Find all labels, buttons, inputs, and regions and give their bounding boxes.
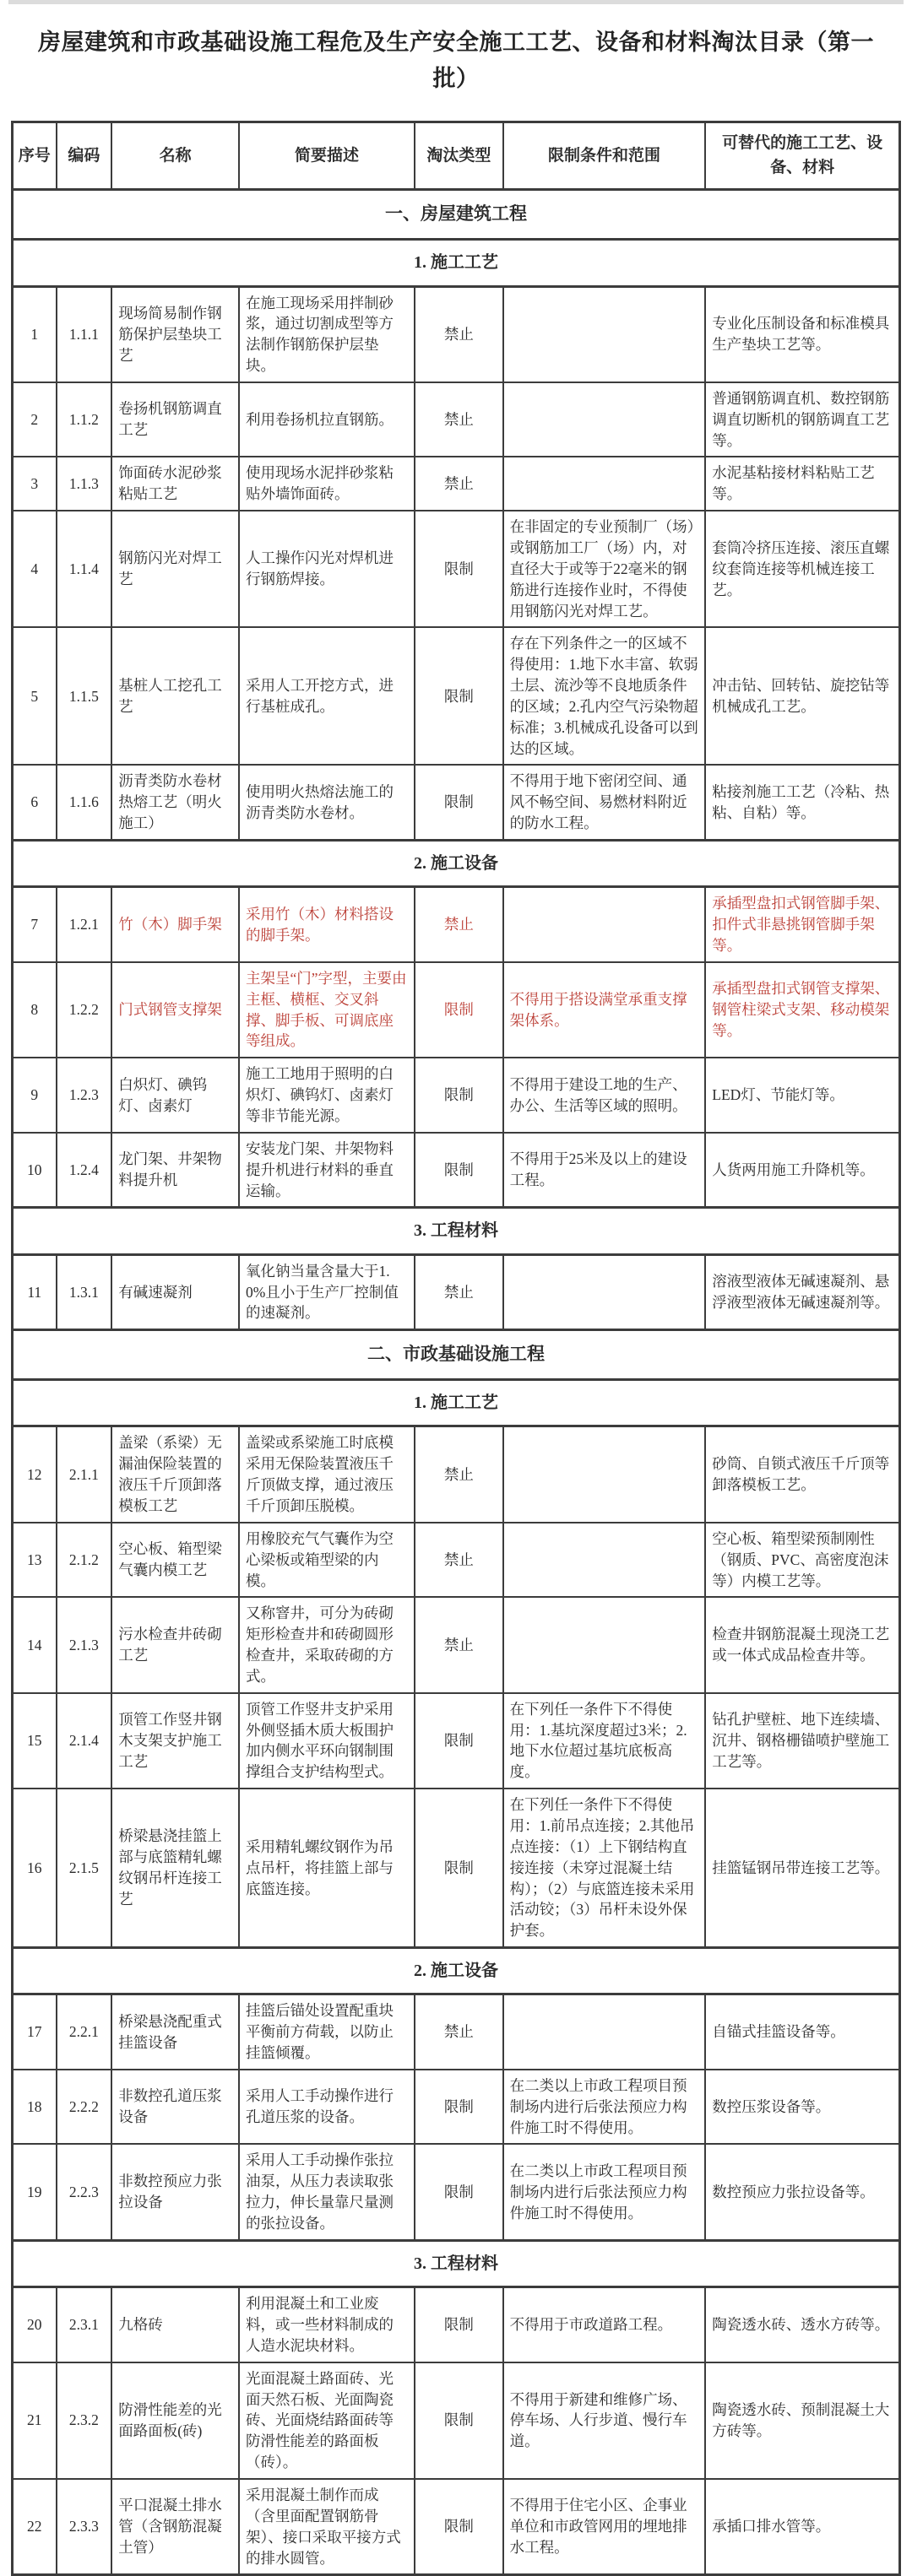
cell-code: 1.1.4 xyxy=(57,511,112,627)
cell-elim-type: 禁止 xyxy=(415,286,503,382)
table-row xyxy=(13,627,900,765)
cell-code: 2.1.1 xyxy=(57,1426,112,1523)
header-cell-alternative: 可替代的施工工艺、设备、材料 xyxy=(705,122,899,190)
subsection-row xyxy=(13,240,900,286)
cell-no: 2 xyxy=(13,382,57,457)
cell-desc: 安装龙门架、井架物料提升机进行材料的垂直运输。 xyxy=(239,1133,415,1208)
cell-alternative: 数控压浆设备等。 xyxy=(705,2070,899,2145)
cell-name: 沥青类防水卷材热熔工艺（明火施工） xyxy=(111,765,239,840)
cell-no: 13 xyxy=(13,1523,57,1598)
cell-elim-type: 禁止 xyxy=(415,1597,503,1692)
cell-elim-type: 禁止 xyxy=(415,1254,503,1330)
cell-code: 1.1.6 xyxy=(57,765,112,840)
cell-desc: 采用人工手动操作进行孔道压浆的设备。 xyxy=(239,2070,415,2145)
cell-name: 桥梁悬浇挂篮上部与底篮精轧螺纹钢吊杆连接工艺 xyxy=(111,1789,239,1947)
cell-code: 1.3.1 xyxy=(57,1254,112,1330)
cell-elim-type: 禁止 xyxy=(415,887,503,962)
cell-alternative: 挂篮锰钢吊带连接工艺等。 xyxy=(705,1789,899,1947)
cell-name: 饰面砖水泥砂浆粘贴工艺 xyxy=(111,457,239,511)
cell-alternative: LED灯、节能灯等。 xyxy=(705,1058,899,1133)
cell-restriction xyxy=(503,286,706,382)
cell-desc: 顶管工作竖井支护采用外侧竖插木质大板围护加内侧水平环向钢制围撑组合支护结构型式。 xyxy=(239,1693,415,1789)
cell-no: 12 xyxy=(13,1426,57,1523)
cell-name: 九格砖 xyxy=(111,2287,239,2362)
section-row xyxy=(13,1330,900,1380)
header-cell-desc: 简要描述 xyxy=(239,122,415,190)
cell-restriction: 在下列任一条件下不得使用：1.前吊点连接；2.其他吊点连接：（1）上下钢结构直接连接（未穿过混凝土结构）；（2）与底篮连接未采用活动铰；（3）吊杆未设外保护套。 xyxy=(503,1789,706,1947)
header-row xyxy=(13,122,900,190)
cell-name: 平口混凝土排水管（含钢筋混凝土管） xyxy=(111,2479,239,2575)
cell-name: 白炽灯、碘钨灯、卤素灯 xyxy=(111,1058,239,1133)
cell-code: 1.1.5 xyxy=(57,627,112,765)
cell-restriction: 不得用于建设工地的生产、办公、生活等区域的照明。 xyxy=(503,1058,706,1133)
cell-name: 非数控孔道压浆设备 xyxy=(111,2070,239,2145)
cell-no: 3 xyxy=(13,457,57,511)
cell-name: 竹（木）脚手架 xyxy=(111,887,239,962)
cell-code: 1.2.1 xyxy=(57,887,112,962)
cell-desc: 使用现场水泥拌砂浆粘贴外墙饰面砖。 xyxy=(239,457,415,511)
cell-restriction xyxy=(503,382,706,457)
table-row xyxy=(13,1058,900,1133)
cell-code: 2.2.1 xyxy=(57,1994,112,2070)
subsection-row xyxy=(13,1948,900,1994)
cell-alternative: 普通钢筋调直机、数控钢筋调直切断机的钢筋调直工艺等。 xyxy=(705,382,899,457)
header-cell-code: 编码 xyxy=(57,122,112,190)
table-row xyxy=(13,2144,900,2240)
cell-desc: 又称窨井，可分为砖砌矩形检查井和砖砌圆形检查井，采取砖砌的方式。 xyxy=(239,1597,415,1692)
table-row xyxy=(13,1693,900,1789)
cell-desc: 使用明火热熔法施工的沥青类防水卷材。 xyxy=(239,765,415,840)
cell-alternative: 砂筒、自锁式液压千斤顶等卸落模板工艺。 xyxy=(705,1426,899,1523)
table-body xyxy=(13,190,900,2575)
cell-alternative: 承插口排水管等。 xyxy=(705,2479,899,2575)
subsection-row xyxy=(13,1208,900,1254)
cell-elim-type: 禁止 xyxy=(415,1426,503,1523)
cell-alternative: 承插型盘扣式钢管支撑架、钢管柱梁式支架、移动模架等。 xyxy=(705,962,899,1058)
cell-code: 1.1.2 xyxy=(57,382,112,457)
cell-restriction: 在非固定的专业预制厂（场）或钢筋加工厂（场）内，对直径大于或等于22毫米的钢筋进行连接作业时，不得使用钢筋闪光对焊工艺。 xyxy=(503,511,706,627)
cell-name: 防滑性能差的光面路面板(砖) xyxy=(111,2362,239,2479)
cell-elim-type: 限制 xyxy=(415,2070,503,2145)
table-row xyxy=(13,2479,900,2575)
cell-desc: 采用混凝土制作而成（含里面配置钢筋骨架）、接口采取平接方式的排水圆管。 xyxy=(239,2479,415,2575)
table-row xyxy=(13,962,900,1058)
cell-restriction: 在下列任一条件下不得使用：1.基坑深度超过3米；2.地下水位超过基坑底板高度。 xyxy=(503,1693,706,1789)
cell-code: 2.1.3 xyxy=(57,1597,112,1692)
cell-no: 1 xyxy=(13,286,57,382)
cell-no: 11 xyxy=(13,1254,57,1330)
cell-alternative: 溶液型液体无碱速凝剂、悬浮液型液体无碱速凝剂等。 xyxy=(705,1254,899,1330)
cell-name: 盖梁（系梁）无漏油保险装置的液压千斤顶卸落模板工艺 xyxy=(111,1426,239,1523)
table-row xyxy=(13,2070,900,2145)
cell-alternative: 陶瓷透水砖、透水方砖等。 xyxy=(705,2287,899,2362)
cell-desc: 采用精轧螺纹钢作为吊点吊杆，将挂篮上部与底篮连接。 xyxy=(239,1789,415,1947)
cell-name: 现场简易制作钢筋保护层垫块工艺 xyxy=(111,286,239,382)
cell-restriction: 不得用于地下密闭空间、通风不畅空间、易燃材料附近的防水工程。 xyxy=(503,765,706,840)
cell-name: 门式钢管支撑架 xyxy=(111,962,239,1058)
section-row xyxy=(13,190,900,240)
cell-restriction xyxy=(503,1597,706,1692)
table-row xyxy=(13,1523,900,1598)
cell-restriction: 不得用于市政道路工程。 xyxy=(503,2287,706,2362)
cell-code: 2.2.3 xyxy=(57,2144,112,2240)
header-cell-no: 序号 xyxy=(13,122,57,190)
cell-no: 21 xyxy=(13,2362,57,2479)
cell-restriction xyxy=(503,1254,706,1330)
cell-name: 桥梁悬浇配重式挂篮设备 xyxy=(111,1994,239,2070)
table-row xyxy=(13,511,900,627)
cell-no: 19 xyxy=(13,2144,57,2240)
cell-restriction: 不得用于新建和维修广场、停车场、人行步道、慢行车道。 xyxy=(503,2362,706,2479)
cell-desc: 在施工现场采用拌制砂浆，通过切割成型等方法制作钢筋保护层垫块。 xyxy=(239,286,415,382)
subsection-label: 3. 工程材料 xyxy=(13,1208,900,1254)
cell-name: 钢筋闪光对焊工艺 xyxy=(111,511,239,627)
cell-name: 非数控预应力张拉设备 xyxy=(111,2144,239,2240)
cell-desc: 采用人工开挖方式，进行基桩成孔。 xyxy=(239,627,415,765)
table-row xyxy=(13,1426,900,1523)
cell-restriction xyxy=(503,1994,706,2070)
cell-alternative: 自锚式挂篮设备等。 xyxy=(705,1994,899,2070)
cell-code: 1.2.3 xyxy=(57,1058,112,1133)
cell-elim-type: 限制 xyxy=(415,2362,503,2479)
cell-alternative: 陶瓷透水砖、预制混凝土大方砖等。 xyxy=(705,2362,899,2479)
cell-desc: 盖梁或系梁施工时底模采用无保险装置液压千斤顶做支撑，通过液压千斤顶卸压脱模。 xyxy=(239,1426,415,1523)
cell-elim-type: 限制 xyxy=(415,2144,503,2240)
table-row xyxy=(13,457,900,511)
cell-no: 10 xyxy=(13,1133,57,1208)
table-header xyxy=(13,122,900,190)
cell-name: 龙门架、井架物料提升机 xyxy=(111,1133,239,1208)
table-row xyxy=(13,1789,900,1947)
subsection-label: 1. 施工工艺 xyxy=(13,240,900,286)
table-row xyxy=(13,1133,900,1208)
cell-no: 17 xyxy=(13,1994,57,2070)
cell-name: 基桩人工挖孔工艺 xyxy=(111,627,239,765)
cell-elim-type: 限制 xyxy=(415,962,503,1058)
cell-alternative: 专业化压制设备和标准模具生产垫块工艺等。 xyxy=(705,286,899,382)
cell-alternative: 冲击钻、回转钻、旋挖钻等机械成孔工艺。 xyxy=(705,627,899,765)
cell-alternative: 水泥基粘接材料粘贴工艺等。 xyxy=(705,457,899,511)
cell-name: 空心板、箱型梁气囊内模工艺 xyxy=(111,1523,239,1598)
cell-restriction: 不得用于住宅小区、企事业单位和市政管网用的埋地排水工程。 xyxy=(503,2479,706,2575)
cell-desc: 采用人工手动操作张拉油泵，从压力表读取张拉力，伸长量靠尺量测的张拉设备。 xyxy=(239,2144,415,2240)
cell-no: 9 xyxy=(13,1058,57,1133)
cell-name: 卷扬机钢筋调直工艺 xyxy=(111,382,239,457)
cell-no: 20 xyxy=(13,2287,57,2362)
subsection-row xyxy=(13,1380,900,1426)
cell-no: 22 xyxy=(13,2479,57,2575)
cell-elim-type: 限制 xyxy=(415,1693,503,1789)
table-row xyxy=(13,286,900,382)
cell-no: 7 xyxy=(13,887,57,962)
table-row xyxy=(13,1597,900,1692)
cell-no: 5 xyxy=(13,627,57,765)
cell-code: 2.1.4 xyxy=(57,1693,112,1789)
cell-no: 14 xyxy=(13,1597,57,1692)
cell-restriction: 存在下列条件之一的区域不得使用：1.地下水丰富、软弱土层、流沙等不良地质条件的区域；2.孔内空气污染物超标准；3.机械成孔设备可以到达的区域。 xyxy=(503,627,706,765)
table-row xyxy=(13,2362,900,2479)
section-label: 二、市政基础设施工程 xyxy=(13,1330,900,1380)
cell-elim-type: 限制 xyxy=(415,1789,503,1947)
table-row xyxy=(13,765,900,840)
subsection-label: 2. 施工设备 xyxy=(13,840,900,886)
cell-desc: 氧化钠当量含量大于1.0%且小于生产厂控制值的速凝剂。 xyxy=(239,1254,415,1330)
cell-alternative: 数控预应力张拉设备等。 xyxy=(705,2144,899,2240)
cell-code: 2.1.5 xyxy=(57,1789,112,1947)
cell-restriction: 不得用于搭设满堂承重支撑架体系。 xyxy=(503,962,706,1058)
cell-desc: 人工操作闪光对焊机进行钢筋焊接。 xyxy=(239,511,415,627)
cell-name: 有碱速凝剂 xyxy=(111,1254,239,1330)
cell-restriction: 在二类以上市政工程项目预制场内进行后张法预应力构件施工时不得使用。 xyxy=(503,2070,706,2145)
cell-desc: 光面混凝土路面砖、光面天然石板、光面陶瓷砖、光面烧结路面砖等防滑性能差的路面板（砖）。 xyxy=(239,2362,415,2479)
cell-no: 4 xyxy=(13,511,57,627)
cell-elim-type: 限制 xyxy=(415,1058,503,1133)
cell-elim-type: 限制 xyxy=(415,765,503,840)
cell-elim-type: 禁止 xyxy=(415,1523,503,1598)
cell-code: 1.1.3 xyxy=(57,457,112,511)
cell-desc: 利用混凝土和工业废料，或一些材料制成的人造水泥块材料。 xyxy=(239,2287,415,2362)
cell-desc: 采用竹（木）材料搭设的脚手架。 xyxy=(239,887,415,962)
subsection-label: 2. 施工设备 xyxy=(13,1948,900,1994)
section-label: 一、房屋建筑工程 xyxy=(13,190,900,240)
cell-elim-type: 禁止 xyxy=(415,457,503,511)
cell-alternative: 空心板、箱型梁预制刚性（钢质、PVC、高密度泡沫等）内模工艺等。 xyxy=(705,1523,899,1598)
cell-no: 18 xyxy=(13,2070,57,2145)
cell-restriction xyxy=(503,1426,706,1523)
cell-alternative: 人货两用施工升降机等。 xyxy=(705,1133,899,1208)
document-title: 房屋建筑和市政基础设施工程危及生产安全施工工艺、设备和材料淘汰目录（第一批） xyxy=(38,30,874,92)
header-cell-name: 名称 xyxy=(111,122,239,190)
cell-alternative: 粘接剂施工工艺（冷粘、热粘、自粘）等。 xyxy=(705,765,899,840)
table-row xyxy=(13,382,900,457)
cell-desc: 施工工地用于照明的白炽灯、碘钨灯、卤素灯等非节能光源。 xyxy=(239,1058,415,1133)
cell-desc: 用橡胶充气气囊作为空心梁板或箱型梁的内模。 xyxy=(239,1523,415,1598)
cell-elim-type: 限制 xyxy=(415,2479,503,2575)
cell-code: 1.2.2 xyxy=(57,962,112,1058)
cell-elim-type: 禁止 xyxy=(415,382,503,457)
cell-code: 2.3.1 xyxy=(57,2287,112,2362)
cell-elim-type: 限制 xyxy=(415,511,503,627)
cell-restriction xyxy=(503,1523,706,1598)
cell-restriction: 在二类以上市政工程项目预制场内进行后张法预应力构件施工时不得使用。 xyxy=(503,2144,706,2240)
cell-code: 2.3.2 xyxy=(57,2362,112,2479)
cell-code: 2.1.2 xyxy=(57,1523,112,1598)
subsection-label: 3. 工程材料 xyxy=(13,2240,900,2286)
cell-desc: 主架呈“门”字型，主要由主框、横框、交叉斜撑、脚手板、可调底座等组成。 xyxy=(239,962,415,1058)
cell-alternative: 检查井钢筋混凝土现浇工艺或一体式成品检查井等。 xyxy=(705,1597,899,1692)
cell-no: 6 xyxy=(13,765,57,840)
cell-no: 16 xyxy=(13,1789,57,1947)
cell-restriction: 不得用于25米及以上的建设工程。 xyxy=(503,1133,706,1208)
table-row xyxy=(13,1994,900,2070)
cell-elim-type: 禁止 xyxy=(415,1994,503,2070)
cell-desc: 挂篮后锚处设置配重块平衡前方荷载，以防止挂篮倾覆。 xyxy=(239,1994,415,2070)
cell-alternative: 承插型盘扣式钢管脚手架、扣件式非悬挑钢管脚手架等。 xyxy=(705,887,899,962)
cell-alternative: 钻孔护壁桩、地下连续墙、沉井、钢格栅锚喷护壁施工工艺等。 xyxy=(705,1693,899,1789)
header-cell-elim-type: 淘汰类型 xyxy=(415,122,503,190)
subsection-row xyxy=(13,2240,900,2286)
cell-restriction xyxy=(503,457,706,511)
cell-code: 2.3.3 xyxy=(57,2479,112,2575)
subsection-label: 1. 施工工艺 xyxy=(13,1380,900,1426)
table-row xyxy=(13,887,900,962)
cell-desc: 利用卷扬机拉直钢筋。 xyxy=(239,382,415,457)
cell-code: 2.2.2 xyxy=(57,2070,112,2145)
cell-alternative: 套筒冷挤压连接、滚压直螺纹套筒连接等机械连接工艺。 xyxy=(705,511,899,627)
cell-name: 污水检查井砖砌工艺 xyxy=(111,1597,239,1692)
cell-elim-type: 限制 xyxy=(415,1133,503,1208)
table-row xyxy=(13,1254,900,1330)
table-row xyxy=(13,2287,900,2362)
cell-code: 1.2.4 xyxy=(57,1133,112,1208)
cell-name: 顶管工作竖井钢木支架支护施工工艺 xyxy=(111,1693,239,1789)
elimination-catalog-table xyxy=(11,121,901,2576)
cell-no: 8 xyxy=(13,962,57,1058)
header-cell-restriction: 限制条件和范围 xyxy=(503,122,706,190)
cell-code: 1.1.1 xyxy=(57,286,112,382)
cell-elim-type: 限制 xyxy=(415,2287,503,2362)
cell-restriction xyxy=(503,887,706,962)
cell-elim-type: 限制 xyxy=(415,627,503,765)
cell-no: 15 xyxy=(13,1693,57,1789)
subsection-row xyxy=(13,840,900,886)
